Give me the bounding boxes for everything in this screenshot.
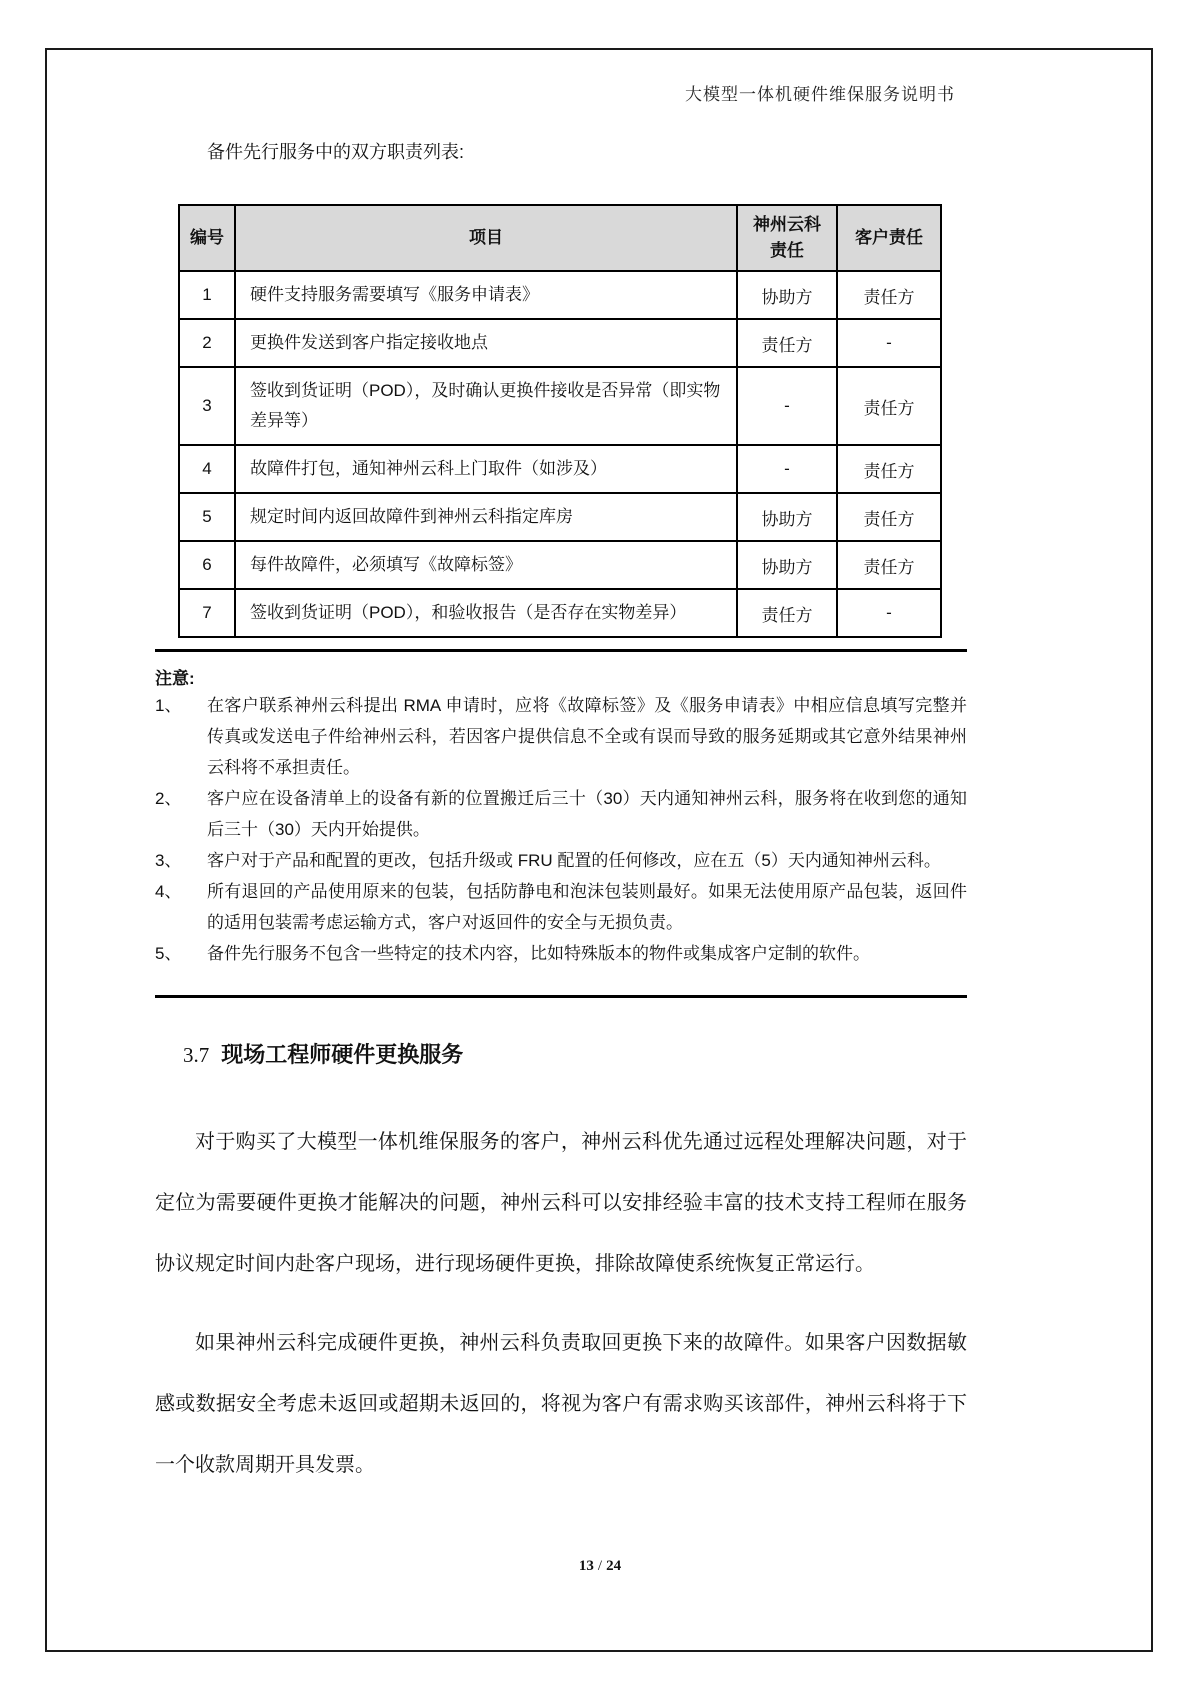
column-header-customer: 客户责任 [837,205,941,271]
note-number: 1、 [155,696,182,715]
row-number: 6 [179,541,235,589]
table-header-row [179,205,941,271]
vendor-header-line2: 责任 [770,241,804,260]
row-vendor-responsibility: 协助方 [737,271,837,319]
column-header-item: 项目 [235,205,737,271]
current-page-number: 13 [578,1558,594,1574]
row-customer-responsibility: - [837,319,941,367]
row-number: 1 [179,271,235,319]
note-text: 客户应在设备清单上的设备有新的位置搬迁后三十（30）天内通知神州云科，服务将在收到您的通知后三十（30）天内开始提供。 [207,789,967,839]
table-row [179,589,941,637]
row-customer-responsibility: 责任方 [837,445,941,493]
row-vendor-responsibility: - [737,445,837,493]
note-text: 所有退回的产品使用原来的包装，包括防静电和泡沫包装则最好。如果无法使用原产品包装，返回件的适用包装需考虑运输方式，客户对返回件的安全与无损负责。 [207,882,967,932]
row-vendor-responsibility: 责任方 [737,319,837,367]
table-row [179,541,941,589]
section-heading [183,1040,967,1070]
notes-label: 注意: [155,669,195,688]
row-number: 4 [179,445,235,493]
note-item [155,690,967,783]
column-header-number: 编号 [179,205,235,271]
page-footer [0,1558,1200,1575]
row-item: 签收到货证明（POD），和验收报告（是否存在实物差异） [235,589,737,637]
document-header-title: 大模型一体机硬件维保服务说明书 [685,85,955,104]
vendor-header-line1: 神州云科 [753,215,821,234]
table-row [179,367,941,445]
note-item [155,938,967,969]
note-number: 4、 [155,882,182,901]
note-item [155,845,967,876]
responsibility-table [178,204,942,638]
row-item: 规定时间内返回故障件到神州云科指定库房 [235,493,737,541]
row-vendor-responsibility: 责任方 [737,589,837,637]
row-customer-responsibility: 责任方 [837,367,941,445]
row-customer-responsibility: 责任方 [837,271,941,319]
table-intro-text: 备件先行服务中的双方职责列表: [207,142,464,162]
row-number: 7 [179,589,235,637]
row-number: 5 [179,493,235,541]
body-paragraph: 如果神州云科完成硬件更换，神州云科负责取回更换下来的故障件。如果客户因数据敏感或数据安全考虑未返回或超期未返回的，将视为客户有需求购买该部件，神州云科将于下一个收款周期开具发票。 [155,1332,967,1476]
note-text: 客户对于产品和配置的更改，包括升级或 FRU 配置的任何修改，应在五（5）天内通知神州云科。 [207,851,941,870]
note-item [155,783,967,845]
section-title: 现场工程师硬件更换服务 [221,1042,464,1067]
section-number: 3.7 [183,1043,210,1067]
table-row [179,445,941,493]
total-page-number: 24 [606,1558,622,1574]
row-item: 更换件发送到客户指定接收地点 [235,319,737,367]
note-number: 5、 [155,944,182,963]
table-row [179,319,941,367]
row-vendor-responsibility: 协助方 [737,493,837,541]
row-number: 3 [179,367,235,445]
note-number: 3、 [155,851,182,870]
body-paragraph: 对于购买了大模型一体机维保服务的客户，神州云科优先通过远程处理解决问题，对于定位为需要硬件更换才能解决的问题，神州云科可以安排经验丰富的技术支持工程师在服务协议规定时间内赴客户现场，进行现场硬件更换，排除故障使系统恢复正常运行。 [155,1131,967,1275]
section-divider-line [155,995,967,998]
row-item: 硬件支持服务需要填写《服务申请表》 [235,271,737,319]
row-vendor-responsibility: 协助方 [737,541,837,589]
row-item: 故障件打包，通知神州云科上门取件（如涉及） [235,445,737,493]
row-customer-responsibility: - [837,589,941,637]
note-number: 2、 [155,789,182,808]
page-number-separator: / [597,1558,603,1574]
section-divider-line [155,649,967,652]
page-content [155,140,967,1496]
row-vendor-responsibility: - [737,367,837,445]
column-header-vendor [737,205,837,271]
table-row [179,271,941,319]
row-customer-responsibility: 责任方 [837,493,941,541]
row-item: 每件故障件，必须填写《故障标签》 [235,541,737,589]
note-text: 在客户联系神州云科提出 RMA 申请时，应将《故障标签》及《服务申请表》中相应信息填写完整并传真或发送电子件给神州云科，若因客户提供信息不全或有误而导致的服务延期或其它意外结果神州云科将不承担责任。 [207,696,967,777]
table-row [179,493,941,541]
note-item [155,876,967,938]
row-customer-responsibility: 责任方 [837,541,941,589]
row-number: 2 [179,319,235,367]
row-item: 签收到货证明（POD），及时确认更换件接收是否异常（即实物差异等） [235,367,737,445]
note-text: 备件先行服务不包含一些特定的技术内容，比如特殊版本的物件或集成客户定制的软件。 [207,944,870,963]
